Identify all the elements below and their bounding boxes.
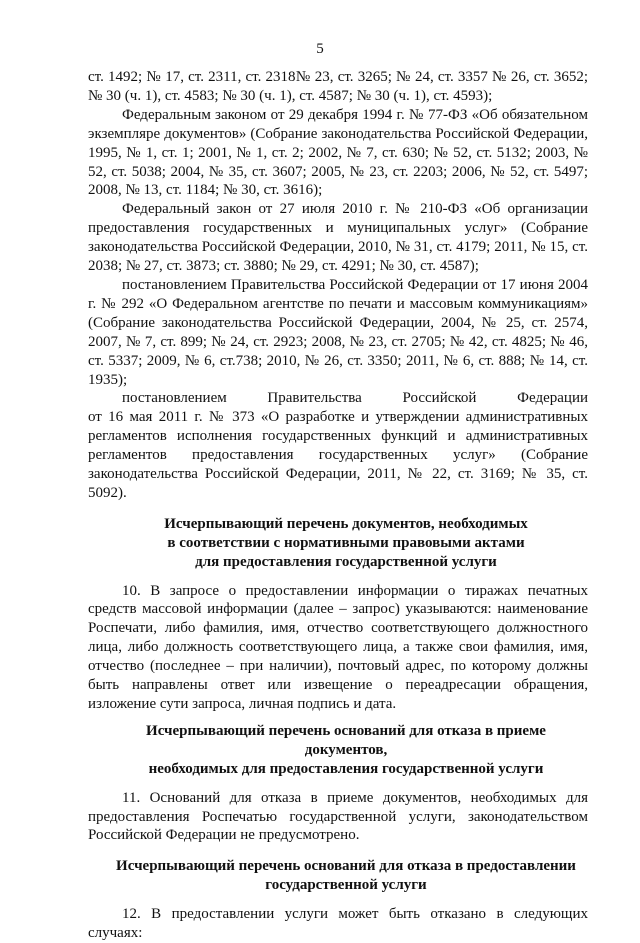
heading-line: Исчерпывающий перечень документов, необходимых: [164, 515, 528, 532]
paragraph-federal-law-77: Федеральным законом от 29 декабря 1994 г. № 77-ФЗ «Об обязательном экземпляре документов» (Собрание законодательства Российской Федерации, 1995, № 1, ст. 1; 2001, № 1, ст. 2; 2002, № 7, ст. 630; № 52, ст. 5132; 2003, № 52, ст. 5038; 2004, № 35, ст. 3607; 2005, № 23, ст. 2203; 2006, № 52, ст. 5497; 2008, № 13, ст. 1184; № 30, ст. 3616);: [88, 106, 588, 199]
paragraph-federal-law-210: Федеральный закон от 27 июля 2010 г. № 210-ФЗ «Об организации предоставления государственных и муниципальных услуг» (Собрание законодательства Российской Федерации, 2010, № 31, ст. 4179; 2011, № 15, ст. 2038; № 27, ст. 3873; ст. 3880; № 29, ст. 4291; № 30, ст. 4587);: [88, 201, 588, 275]
heading-line: для предоставления государственной услуги: [195, 553, 497, 570]
heading-line: государственной услуги: [265, 877, 427, 894]
paragraph-resolution-292: постановлением Правительства Российской Федерации от 17 июня 2004 г. № 292 «О Федеральном агентстве по печати и массовым коммуникациям» (Собрание законодательства Российской Федерации, 2004, № 25, ст. 2574, 2007, № 7, ст. 899; № 24, ст. 2923; 2008, № 23, ст. 2705; № 42, ст. 4825; № 46, ст. 5337; 2009, № 6, ст.738; 2010, № 26, ст. 3350; 2011, № 6, ст. 888; № 14, ст. 1935);: [88, 276, 588, 388]
heading-line: Исчерпывающий перечень оснований для отказа в предоставлении: [116, 858, 576, 875]
page-number: 5: [316, 41, 324, 57]
heading-line: Исчерпывающий перечень оснований для отказа в приеме документов,: [146, 722, 546, 758]
document-body: [88, 68, 588, 943]
paragraph-item-10: 10. В запросе о предоставлении информации о тиражах печатных средств массовой информации (далее – запрос) указываются: наименование Роспечати, либо фамилия, имя, отчество соответствующего должностного лица, либо должность соответствующего лица, а также свои фамилия, имя, отчество (последнее – при наличии), почтовый адрес, по которому должны быть направлены ответ или извещение о переадресации обращения, изложение сути запроса, личная подпись и дата.: [88, 582, 588, 712]
heading-documents-list: [88, 515, 588, 572]
heading-line: необходимых для предоставления государственной услуги: [148, 760, 544, 777]
heading-refusal-acceptance: [88, 722, 588, 779]
paragraph-resolution-373-rest: от 16 мая 2011 г. № 373 «О разработке и утверждении административных регламентов исполнения государственных функций и административных регламентов предоставления государственных услуг» (Собрание законодательства Российской Федерации, 2011, № 22, ст. 3169; № 35, ст. 5092).: [88, 409, 588, 501]
heading-refusal-service: [88, 857, 588, 895]
paragraph-item-11: 11. Оснований для отказа в приеме документов, необходимых для предоставления Роспечатью государственной услуги, законодательством Российской Федерации не предусмотрено.: [88, 789, 588, 844]
paragraph-item-12: 12. В предоставлении услуги может быть отказано в следующих случаях:: [88, 906, 588, 942]
paragraph-law-references-continued: ст. 1492; № 17, ст. 2311, ст. 2318№ 23, ст. 3265; № 24, ст. 3357 № 26, ст. 3652; № 30 (ч. 1), ст. 4583; № 30 (ч. 1), ст. 4587; № 30 (ч. 1), ст. 4593);: [88, 69, 588, 104]
heading-line: в соответствии с нормативными правовыми актами: [167, 534, 525, 551]
paragraph-resolution-373-first-line: постановлением Правительства Российской Федерации: [122, 390, 588, 407]
paragraph-resolution-373: [88, 389, 588, 502]
